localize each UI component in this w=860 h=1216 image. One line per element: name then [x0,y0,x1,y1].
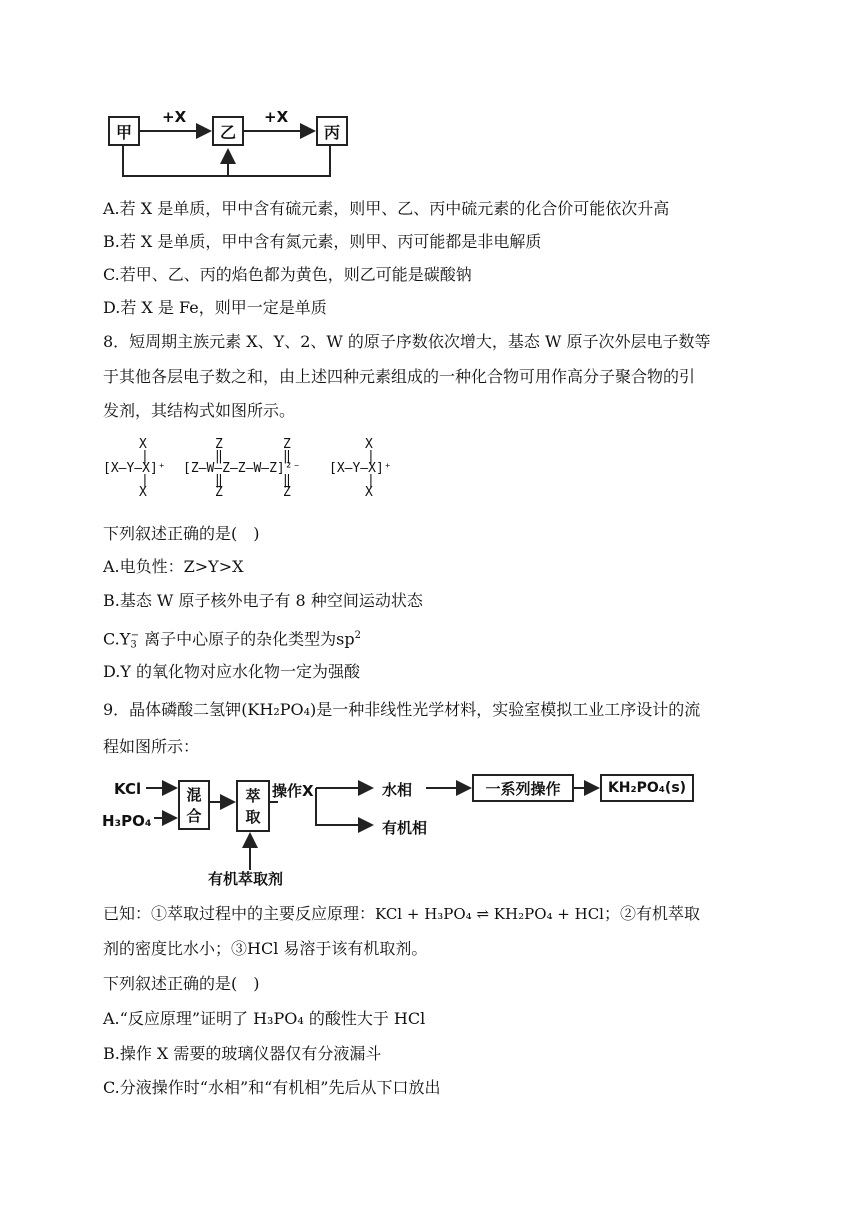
flow-series-box: 一系列操作 [472,774,574,802]
q9-question: 下列叙述正确的是( ) [103,974,260,993]
struct-dbl-bot-1: ‖ [215,473,223,488]
struct-z-top-1: Z [215,437,223,452]
struct-x-top-left: X [139,437,147,452]
struct-dbl-top-2: ‖ [283,449,291,464]
q8-option-b: B.基态 W 原子核外电子有 8 种空间运动状态 [103,591,423,610]
struct-z-top-2: Z [283,437,291,452]
flow-mix-box [178,780,210,830]
flow-organic-phase: 有机相 [382,819,428,837]
q8-option-a: A.电负性：Z>Y>X [103,557,244,576]
struct-x-bot-left: X [139,485,147,500]
node-jia: 甲 [108,116,140,146]
structural-formula [103,437,433,503]
q9-formula: (KH₂PO₄) [241,700,317,719]
struct-bar-bot-right: | [367,473,375,488]
q9-stem-line1 [103,700,700,720]
q7-option-d: D.若 X 是 Fe，则甲一定是单质 [103,298,327,317]
q8-option-c-prefix: C.Y [103,629,131,649]
q9-stem-a: 9．晶体磷酸二氢钾 [103,700,242,719]
struct-anion: [Z—W—Z—Z—W—Z]²⁻ [183,461,301,476]
q8-option-d: D.Y 的氧化物对应水化物一定为强酸 [103,662,360,681]
struct-x-bot-right: X [365,485,373,500]
struct-bar-top-left: | [141,449,149,464]
q8-option-c [103,626,361,655]
flow-solvent: 有机萃取剂 [208,870,284,888]
flow-product-box: KH₂PO₄(s) [600,774,694,802]
flow-kcl: KCl [114,780,142,798]
q8-stem-line2: 于其他各层电子数之和，由上述四种元素组成的一种化合物可用作高分子聚合物的引 [103,367,696,386]
arrow-label-1: +X [162,108,187,126]
flow-operation-x: 操作X [272,782,314,800]
struct-left-cation: [X—Y—X]⁺ [103,461,166,476]
q8-option-c-exp: 2 [354,630,362,641]
struct-x-top-right: X [365,437,373,452]
q8-stem-line3: 发剂，其结构式如图所示。 [103,401,296,420]
flow-extract-1: 萃 [245,787,261,805]
q9-option-a: A.“反应原理”证明了 H₃PO₄ 的酸性大于 HCl [103,1009,426,1028]
q9-option-b: B.操作 X 需要的玻璃仪器仅有分液漏斗 [103,1044,382,1063]
q9-equation: KCl + H₃PO₄ ⇌ KH₂PO₄ + HCl [375,905,604,923]
q9-known-b: ；②有机萃取 [603,904,700,923]
struct-z-bot-1: Z [215,485,223,500]
flow-mix-1: 混 [186,786,202,804]
q8-option-c-sup: − [130,630,140,641]
flow-h3po4: H₃PO₄ [102,812,152,830]
flow-aqueous-phase: 水相 [382,781,413,799]
q7-option-c: C.若甲、乙、丙的焰色都为黄色，则乙可能是碳酸钠 [103,265,472,284]
struct-dbl-bot-2: ‖ [283,473,291,488]
flow-extract-2: 取 [245,808,261,826]
node-bing: 丙 [316,116,348,146]
q7-option-b: B.若 X 是单质，甲中含有氮元素，则甲、丙可能都是非电解质 [103,232,542,251]
q7-option-a: A.若 X 是单质，甲中含有硫元素，则甲、乙、丙中硫元素的化合价可能依次升高 [103,199,670,218]
struct-right-cation: [X—Y—X]⁺ [329,461,392,476]
q9-known-a: 已知：①萃取过程中的主要反应原理： [103,904,376,923]
struct-bar-bot-left: | [141,473,149,488]
arrow-label-2: +X [264,108,289,126]
process-flow-diagram [100,770,700,890]
struct-bar-top-right: | [367,449,375,464]
q9-known-line1 [103,904,700,924]
conversion-diagram [100,108,360,188]
node-yi: 乙 [212,116,244,146]
flow-mix-2: 合 [186,807,202,825]
q8-option-c-text: 离子中心原子的杂化类型为sp [139,629,355,649]
q9-stem-b: 是一种非线性光学材料，实验室模拟工业工序设计的流 [316,700,701,719]
q9-stem-line2: 程如图所示： [103,737,200,756]
q8-question: 下列叙述正确的是( ) [103,524,260,543]
q8-stem-line1: 8．短周期主族元素 X、Y、2、W 的原子序数依次增大，基态 W 原子次外层电子数等 [103,332,711,351]
struct-dbl-top-1: ‖ [215,449,223,464]
q9-option-c: C.分液操作时“水相”和“有机相”先后从下口放出 [103,1078,441,1097]
struct-z-bot-2: Z [283,485,291,500]
q8-option-c-sub: 3 [130,639,137,651]
flow-extract-box [236,780,270,832]
q9-known-line2: 剂的密度比水小；③HCl 易溶于该有机取剂。 [103,939,428,958]
